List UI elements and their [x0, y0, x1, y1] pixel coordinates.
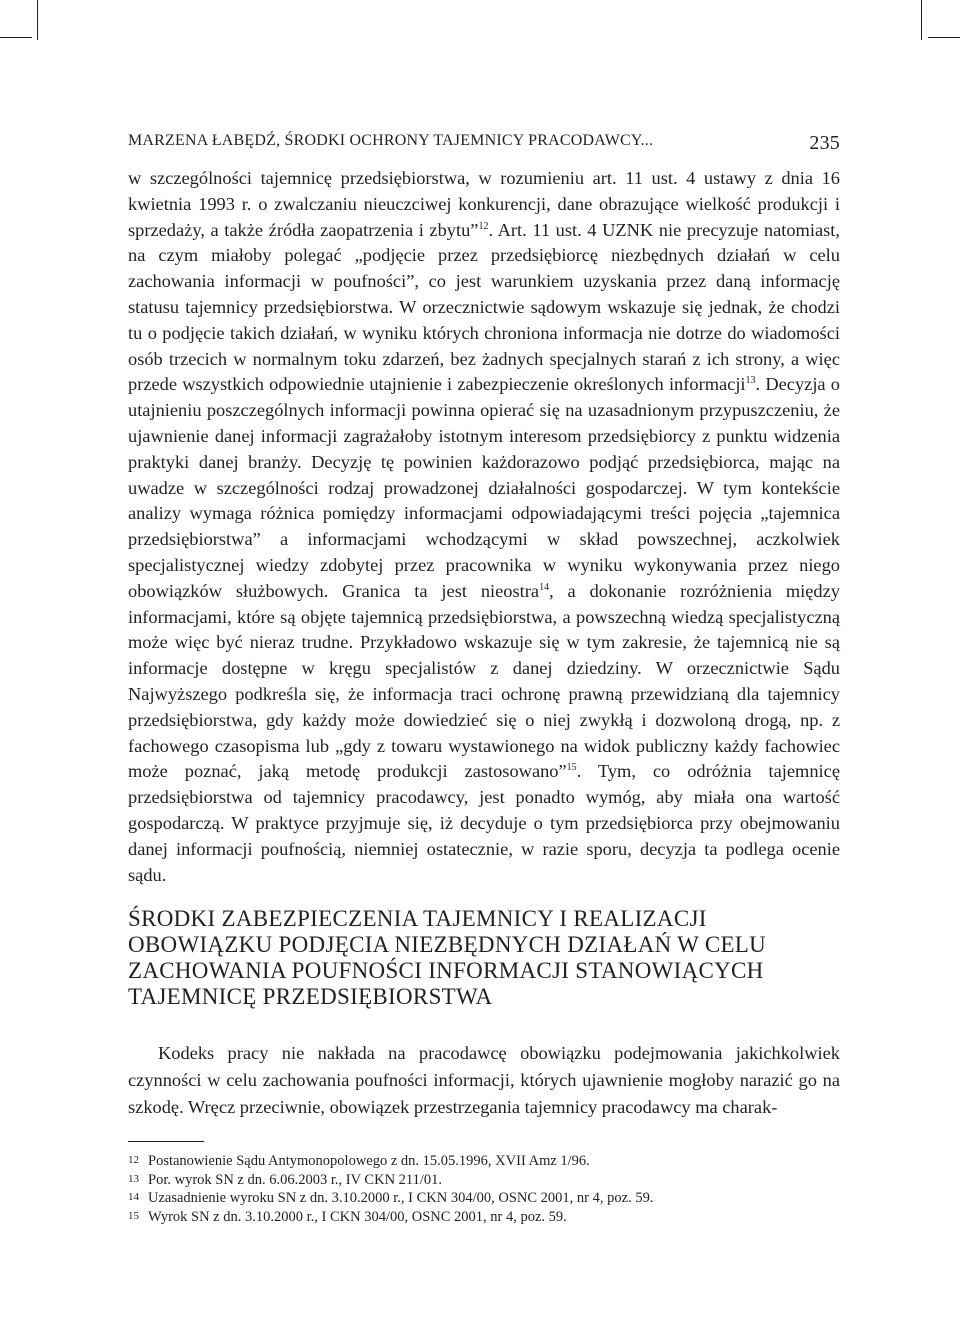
footnote-15 [128, 1208, 840, 1227]
crop-mark-top-right [921, 0, 922, 40]
text-run: . Art. 11 ust. 4 UZNK nie precyzuje natomiast, na czym miałoby polegać „podjęcie przez przedsiębiorcę niezbędnych działań w celu zachowania informacji w poufności”, co jest warunkiem uzyskania przez daną informację statusu tajemnicy przedsiębiorstwa. W orzecznictwie sądowym wskazuje się jednak, że chodzi tu o podjęcie takich działań, w wyniku których chroniona informacja nie dotrze do wiadomości osób trzecich w normalnym toku zdarzeń, bez żadnych specjalnych starań z ich strony, a więc przede wszystkich odpowiednie utajnienie i zabezpieczenie określonych informacji [128, 219, 841, 395]
footnote-14 [128, 1189, 840, 1208]
running-title: MARZENA ŁABĘDŹ, ŚRODKI OCHRONY TAJEMNICY PRACODAWCY... [128, 132, 654, 149]
body-paragraph [128, 166, 840, 888]
footnote-text: Postanowienie Sądu Antymonopolowego z dn. 15.05.1996, XVII Amz 1/96. [148, 1153, 590, 1169]
crop-mark-top-left [37, 0, 38, 40]
text-run: . Tym, co odróżnia tajemnicę przedsiębiorstwa od tajemnicy pracodawcy, jest ponadto wymóg, aby miała ona wartość gospodarczą. W praktyce przyjmuje się, iż decyduje o tym przedsiębiorca przy obejmowaniu danej informacji poufnością, niemniej ostatecznie, w razie sporu, decyzja ta podlega ocenie sądu. [128, 761, 840, 885]
footnote-number: 15 [128, 1209, 139, 1222]
footnote-number: 14 [128, 1191, 139, 1203]
running-head [128, 128, 840, 154]
footnote-ref-12[interactable]: 12 [478, 220, 489, 232]
footnote-text: Uzasadnienie wyroku SN z dn. 3.10.2000 r., I CKN 304/00, OSNC 2001, nr 4, poz. 59. [148, 1190, 654, 1206]
crop-mark-top-left-h [0, 37, 32, 38]
page-number: 235 [809, 132, 840, 154]
footnote-ref-15[interactable]: 15 [566, 762, 577, 774]
section-paragraph: Kodeks pracy nie nakłada na pracodawcę obowiązku podejmowania jakichkolwiek czynności w celu zachowania poufności informacji, których ujawnienie mogłoby narazić go na szkodę. Wręcz przeciwnie, obowiązek przestrzegania tajemnicy pracodawcy ma charak- [128, 1043, 840, 1117]
text-run: . Decyzja o utajnieniu poszczególnych informacji powinna opierać się na uzasadnionym przypuszczeniu, że ujawnienie danej informacji zagrażałoby istotnym interesom przedsiębiorcy z punktu widzenia praktyki danej branży. Decyzję tę powinien każdorazowo podjąć przedsiębiorca, mając na uwadze w szczególności rodzaj prowadzonej działalności gospodarczej. W tym kontekście analizy wymaga różnica pomiędzy informacjami odpowiadającymi treści pojęcia „tajemnica przedsiębiorstwa” a informacjami wchodzącymi w skład powszechnej, aczkolwiek specjalistycznej wiedzy zdobytej przez pracownika w wyniku wykonywania przez niego obowiązków służbowych. Granica ta jest nieostra [128, 374, 840, 601]
footnote-text: Wyrok SN z dn. 3.10.2000 r., I CKN 304/00, OSNC 2001, nr 4, poz. 59. [148, 1208, 567, 1225]
footnotes [128, 1152, 840, 1226]
footnote-number: 12 [128, 1154, 139, 1166]
footnote-text: Por. wyrok SN z dn. 6.06.2003 r., IV CKN 211/01. [148, 1171, 443, 1188]
footnote-12 [128, 1152, 840, 1171]
text-run: , a dokonanie rozróżnienia między informacjami, które są objęte tajemnicą przedsiębiorstwa, a powszechną wiedzą specjalistyczną może więc być nieraz trudne. Przykładowo wskazuje się w tym zakresie, że tajemnicą nie są informacje dostępne w kręgu specjalistów z danej dziedziny. W orzecznictwie Sądu Najwyższego podkreśla się, że informacja traci ochronę prawną przewidzianą dla tajemnicy przedsiębiorstwa, gdy każdy może dowiedzieć się o niej zwykłą i dozwoloną drogą, np. z fachowego czasopisma lub „gdy z towaru wystawionego na widok publiczny każdy fachowiec może poznać, jaką metodę produkcji zastosowano” [128, 580, 840, 782]
footnote-ref-14[interactable]: 14 [539, 581, 550, 593]
footnote-ref-13[interactable]: 13 [745, 375, 756, 387]
section-heading: ŚRODKI ZABEZPIECZENIA TAJEMNICY I REALIZACJI OBOWIĄZKU PODJĘCIA NIEZBĘDNYCH DZIAŁAŃ W CELU ZACHOWANIA POUFNOŚCI INFORMACJI STANOWIĄCYCH TAJEMNICĘ PRZEDSIĘBIORSTWA [128, 906, 767, 1009]
text-run: w szczególności tajemnicę przedsiębiorstwa, w rozumieniu art. 11 ust. 4 ustawy z dnia 16 kwietnia 1993 r. o zwalczaniu nieuczciwej konkurencji, dane obrazujące wielkość produkcji i sprzedaży, a także źródła zaopatrzenia i zbytu” [128, 168, 840, 240]
crop-mark-top-right-h [928, 37, 960, 38]
main-paragraph [128, 166, 840, 888]
footnote-13 [128, 1171, 840, 1190]
footnote-divider [128, 1141, 204, 1142]
footnote-number: 13 [128, 1172, 139, 1185]
